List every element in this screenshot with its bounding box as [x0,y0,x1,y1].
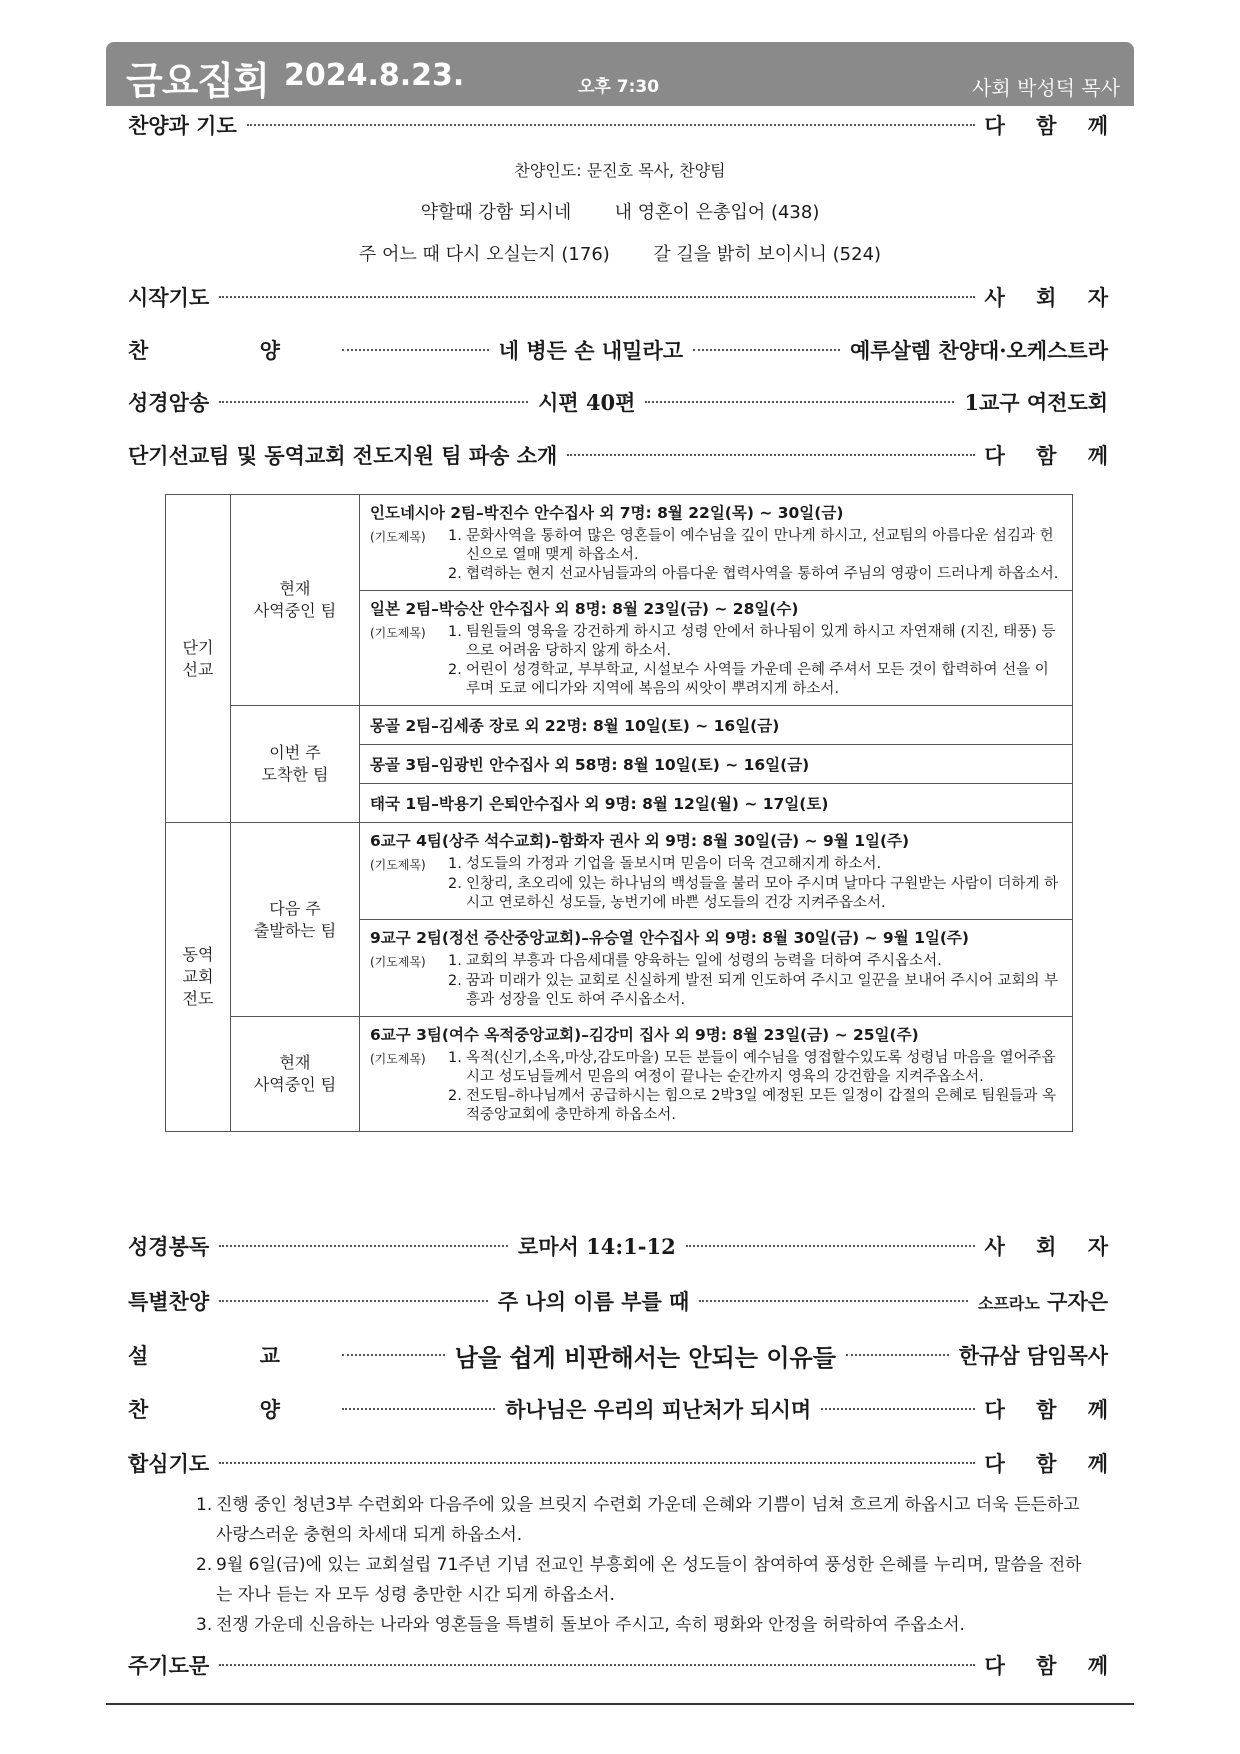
order-label: 찬 양 [128,338,332,363]
category-short-term [166,495,231,823]
dot-leader [342,1354,445,1356]
prayer-number: 2. [196,1555,213,1575]
order-title: 로마서 14:1-12 [517,1234,676,1259]
dot-leader [846,1354,949,1356]
service-time: 오후 7:30 [578,77,660,97]
prayer-list [196,1490,1096,1640]
prayer-item [370,855,1062,875]
prayer-tag: (기도제목) [370,626,426,640]
category-label: 단기 선교 [182,637,214,679]
dot-leader [645,401,954,403]
team-heading: 인도네시아 2팀–박진수 안수집사 외 7명: 8월 22일(목) ~ 30일(금) [370,504,844,522]
subcategory-current [231,495,360,706]
order-leader [978,1286,1108,1316]
prayer-number: 1. [448,528,462,544]
order-label: 시작기도 [128,285,210,310]
prayer-text: 어린이 성경학교, 부부학교, 시설보수 사역들 가운데 은혜 주셔서 모든 것이 합력하여 선을 이루며 도쿄 에디가와 지역에 복음의 씨앗이 뿌려지게 하소서. [466,662,1049,697]
order-title: 시편 40편 [538,390,636,415]
order-reading [128,1229,1120,1263]
order-label: 찬 양 [128,1397,332,1422]
prayer-item [370,1049,1062,1087]
list-item [196,1550,1096,1610]
voice-part: 소프라노 [978,1294,1040,1313]
team-cell [360,1017,1073,1132]
dot-leader [219,1245,508,1247]
order-title: 네 병든 손 내밀라고 [498,338,684,363]
team-cell: 몽골 3팀–임광빈 안수집사 외 58명: 8월 10일(토) ~ 16일(금) [360,745,1073,784]
prayer-item [370,527,1062,565]
prayer-text: 협력하는 현지 선교사님들과의 아름다운 협력사역을 통하여 주님의 영광이 드러나게 하옵소서. [466,566,1059,582]
praise-leader-line: 찬양인도: 문진호 목사, 찬양팀 [514,161,726,180]
order-leader: 다 함 께 [984,1397,1120,1422]
team-cell [360,823,1073,920]
prayer-item [370,661,1062,699]
dot-leader [219,296,974,298]
prayer-item [370,952,1062,972]
prayer-text: 성도들의 가정과 기업을 돌보시며 믿음이 더욱 견고해지게 하소서. [466,856,882,872]
dot-leader [342,1408,495,1410]
subcategory-current [231,1017,360,1132]
order-memorize [128,385,1108,419]
prayer-number: 2. [448,1088,462,1104]
prayer-number: 1. [448,1050,462,1066]
order-label: 설 교 [128,1343,332,1368]
dot-leader [686,1245,975,1247]
order-title: 주 나의 이름 부를 때 [497,1289,690,1314]
team-cell [360,591,1073,706]
prayer-number: 3. [196,1615,213,1635]
hymn-line-2 [106,240,1134,266]
prayer-tag: (기도제목) [370,955,426,969]
prayer-tag: (기도제목) [370,530,426,544]
dot-leader [699,1300,968,1302]
order-leader: 다 함 께 [984,1653,1120,1678]
order-joint-prayer [128,1446,1120,1480]
order-leader: 사 회 자 [984,285,1120,310]
prayer-text: 팀원들의 영육을 강건하게 하시고 성령 안에서 하나됨이 있게 하시고 자연재해 (지진, 태풍) 등으로 어려움 당하지 않게 하소서. [466,624,1056,659]
prayer-text: 옥적(신기,소옥,마상,감도마을) 모든 분들이 예수님을 영접할수있도록 성령님 마음을 열어주옵시고 성도님들께서 믿음의 여정이 끝나는 순간까지 영육의 강건함을 지켜주옵소서. [466,1050,1056,1085]
order-leader: 다 함 께 [984,113,1120,138]
dot-leader [342,349,489,351]
service-date: 2024.8.23. [284,58,465,93]
dot-leader [219,1462,974,1464]
hymn-title: 약할때 강함 되시네 [420,202,572,223]
prayer-text: 진행 중인 청년3부 수련회와 다음주에 있을 브릿지 수련회 가운데 은혜와 기쁨이 넘쳐 흐르게 하옵시고 더욱 든든하고 사랑스러운 충현의 차세대 되게 하옵소서. [216,1495,1080,1545]
order-label: 주기도문 [128,1653,210,1678]
dot-leader [567,454,974,456]
header-bar [106,42,1134,106]
hymn-line-1 [106,198,1134,224]
order-leader: 사 회 자 [984,1234,1120,1259]
prayer-text: 인창리, 초오리에 있는 하나님의 백성들을 불러 모아 주시며 날마다 구원받는 사람이 더하게 하시고 연로하신 성도들, 농번기에 바쁜 성도들의 건강 지켜주옵소서. [466,876,1059,911]
order-leader: 한규삼 담임목사 [958,1343,1109,1368]
team-cell [360,495,1073,591]
dot-leader [821,1408,974,1410]
subcategory-label: 다음 주 출발하는 팀 [253,898,337,940]
subcategory-arrived [231,706,360,823]
category-label: 동역 교회 전도 [182,945,214,1008]
prayer-text: 꿈과 미래가 있는 교회로 신실하게 발전 되게 인도하여 주시고 일꾼을 보내어 주시어 교회의 부흥과 성장을 인도 하여 주시옵소서. [466,973,1059,1008]
prayer-tag: (기도제목) [370,858,426,872]
list-item [196,1610,1096,1640]
order-label: 성경봉독 [128,1234,210,1259]
order-leader: 다 함 께 [984,1451,1120,1476]
team-heading: 9교구 2팀(정선 증산중앙교회)–유승열 안수집사 외 9명: 8월 30일(금) ~ 9월 1일(주) [370,929,969,947]
order-praise-prayer [128,108,1120,142]
category-partner-church [166,823,231,1132]
order-label: 찬양과 기도 [128,113,237,138]
order-sermon [128,1338,1108,1372]
prayer-item [370,972,1062,1010]
order-title: 하나님은 우리의 피난처가 되시며 [505,1397,812,1422]
prayer-number: 2. [448,566,462,582]
team-cell: 몽골 2팀–김세종 장로 외 22명: 8월 10일(토) ~ 16일(금) [360,706,1073,745]
hymn-title: 내 영혼이 은총입어 (438) [614,202,820,223]
order-sending [128,438,1120,472]
order-label: 특별찬양 [128,1289,210,1314]
prayer-number: 2. [448,876,462,892]
order-label: 단기선교팀 및 동역교회 전도지원 팀 파송 소개 [128,443,558,468]
bottom-divider [106,1703,1134,1705]
prayer-number: 2. [448,662,462,678]
dot-leader [219,401,528,403]
list-item [196,1490,1096,1550]
prayer-item [370,1087,1062,1125]
prayer-text: 문화사역을 통하여 많은 영혼들이 예수님을 깊이 만나게 하시고, 선교팀의 아름다운 섬김과 헌신으로 열매 맺게 하옵소서. [466,528,1054,563]
service-title: 금요집회 [126,59,269,103]
order-label: 합심기도 [128,1451,210,1476]
prayer-number: 1. [448,856,462,872]
prayer-number: 1. [196,1495,213,1515]
prayer-text: 전도팀–하나님께서 공급하시는 힘으로 2박3일 예정된 모든 일정이 갑절의 은혜로 팀원들과 옥적중앙교회에 충만하게 하옵소서. [466,1088,1057,1123]
order-leader: 1교구 여전도회 [964,390,1109,415]
performer: 구자은 [1047,1289,1109,1314]
service-leader: 사회 박성덕 목사 [972,76,1120,100]
prayer-item [370,623,1062,661]
order-leader: 예루살렘 찬양대·오케스트라 [849,338,1108,363]
order-hymn [128,1392,1120,1426]
prayer-number: 1. [448,624,462,640]
team-cell: 태국 1팀–박용기 은퇴안수집사 외 9명: 8월 12일(월) ~ 17일(토) [360,784,1073,823]
subcategory-label: 이번 주 도착한 팀 [261,743,329,784]
dot-leader [693,349,840,351]
dot-leader [219,1664,974,1666]
team-cell [360,920,1073,1017]
order-lords-prayer [128,1648,1120,1682]
hymn-title: 주 어느 때 다시 오실는지 (176) [358,244,610,265]
order-opening-prayer [128,280,1120,314]
team-heading: 6교구 4팀(상주 석수교회)–함화자 권사 외 9명: 8월 30일(금) ~ 9월 1일(주) [370,832,910,850]
dot-leader [219,1300,488,1302]
prayer-item [370,565,1062,584]
prayer-item [370,875,1062,913]
order-leader: 다 함 께 [984,443,1120,468]
subcategory-label: 현재 사역중인 팀 [253,579,337,620]
prayer-number: 1. [448,953,462,969]
prayer-number: 2. [448,973,462,989]
order-label: 성경암송 [128,390,210,415]
team-heading: 일본 2팀–박승산 안수집사 외 8명: 8월 23일(금) ~ 28일(수) [370,600,799,618]
subcategory-label: 현재 사역중인 팀 [253,1053,337,1094]
order-choir [128,333,1108,367]
mission-table [165,494,1073,1132]
prayer-tag: (기도제목) [370,1052,426,1066]
team-heading: 6교구 3팀(여수 옥적중앙교회)–김강미 집사 외 9명: 8월 23일(금) ~ 25일(주) [370,1026,919,1044]
subcategory-next [231,823,360,1017]
dot-leader [247,124,975,126]
order-special [128,1284,1108,1318]
prayer-text: 전쟁 가운데 신음하는 나라와 영혼들을 특별히 돌보아 주시고, 속히 평화와 안정을 허락하여 주옵소서. [216,1615,965,1635]
prayer-text: 교회의 부흥과 다음세대를 양육하는 일에 성령의 능력을 더하여 주시옵소서. [466,953,942,969]
hymn-title: 갈 길을 밝히 보이시니 (524) [653,244,882,265]
prayer-text: 9월 6일(금)에 있는 교회설립 71주년 기념 전교인 부흥회에 온 성도들이 참여하여 풍성한 은혜를 누리며, 말씀을 전하는 자나 듣는 자 모두 성령 충만한 시간 되게 하옵소서. [216,1555,1082,1605]
sermon-title: 남을 쉽게 비판해서는 안되는 이유들 [454,1342,836,1372]
